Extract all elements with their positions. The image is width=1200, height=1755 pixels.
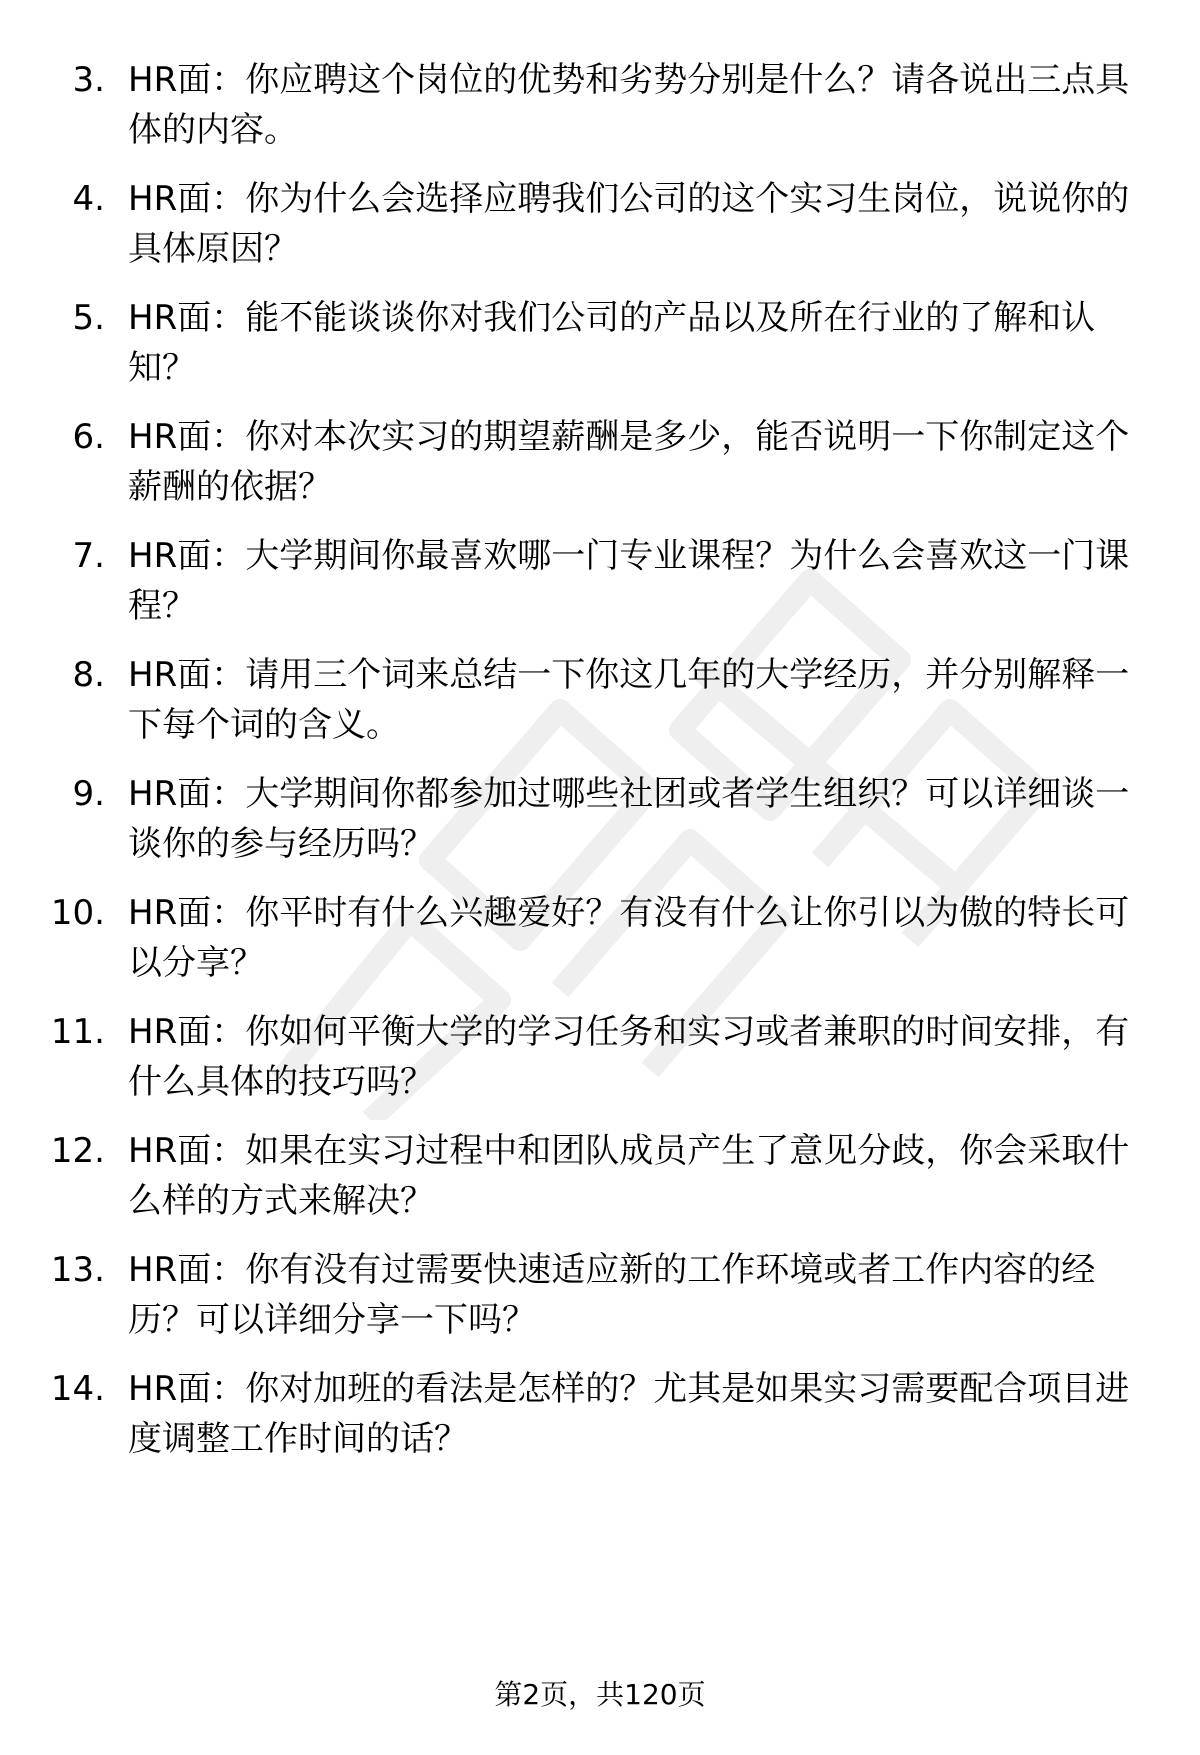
question-number: 8. bbox=[72, 655, 105, 695]
question-item-7 bbox=[0, 531, 1200, 651]
question-text: HR面：大学期间你最喜欢哪一门专业课程？为什么会喜欢这一门课程？ bbox=[128, 536, 1130, 626]
question-text: HR面：你应聘这个岗位的优势和劣势分别是什么？请各说出三点具体的内容。 bbox=[128, 60, 1130, 150]
question-text: HR面：你对本次实习的期望薪酬是多少，能否说明一下你制定这个薪酬的依据？ bbox=[128, 417, 1130, 507]
question-item-9 bbox=[0, 769, 1200, 889]
question-text: HR面：请用三个词来总结一下你这几年的大学经历，并分别解释一下每个词的含义。 bbox=[128, 655, 1130, 745]
question-text: HR面：能不能谈谈你对我们公司的产品以及所在行业的了解和认知？ bbox=[128, 298, 1096, 388]
question-item-10 bbox=[0, 888, 1200, 1008]
question-number: 3. bbox=[72, 60, 105, 100]
question-item-13 bbox=[0, 1245, 1200, 1365]
question-text: HR面：大学期间你都参加过哪些社团或者学生组织？可以详细谈一谈你的参与经历吗？ bbox=[128, 774, 1130, 864]
question-text: HR面：如果在实习过程中和团队成员产生了意见分歧，你会采取什么样的方式来解决？ bbox=[128, 1131, 1130, 1221]
question-number: 14. bbox=[50, 1369, 105, 1409]
question-item-6 bbox=[0, 412, 1200, 532]
question-item-12 bbox=[0, 1126, 1200, 1246]
question-item-4 bbox=[0, 174, 1200, 294]
question-number: 7. bbox=[72, 536, 105, 576]
page-footer: 第2页，共120页 bbox=[494, 1678, 706, 1711]
question-item-14 bbox=[0, 1364, 1200, 1484]
question-text: HR面：你对加班的看法是怎样的？尤其是如果实习需要配合项目进度调整工作时间的话？ bbox=[128, 1369, 1130, 1459]
question-text: HR面：你为什么会选择应聘我们公司的这个实习生岗位，说说你的具体原因？ bbox=[128, 179, 1130, 269]
question-item-8 bbox=[0, 650, 1200, 770]
question-item-11 bbox=[0, 1007, 1200, 1127]
question-number: 13. bbox=[50, 1250, 105, 1290]
question-text: HR面：你平时有什么兴趣爱好？有没有什么让你引以为傲的特长可以分享？ bbox=[128, 893, 1130, 983]
question-number: 6. bbox=[72, 417, 105, 457]
question-text: HR面：你如何平衡大学的学习任务和实习或者兼职的时间安排，有什么具体的技巧吗？ bbox=[128, 1012, 1130, 1102]
question-text: HR面：你有没有过需要快速适应新的工作环境或者工作内容的经历？可以详细分享一下吗？ bbox=[128, 1250, 1096, 1340]
question-number: 10. bbox=[50, 893, 105, 933]
question-number: 5. bbox=[72, 298, 105, 338]
question-number: 4. bbox=[72, 179, 105, 219]
question-number: 11. bbox=[50, 1012, 105, 1052]
question-item-5 bbox=[0, 293, 1200, 413]
question-item-3 bbox=[0, 55, 1200, 175]
question-number: 9. bbox=[72, 774, 105, 814]
question-number: 12. bbox=[50, 1131, 105, 1171]
